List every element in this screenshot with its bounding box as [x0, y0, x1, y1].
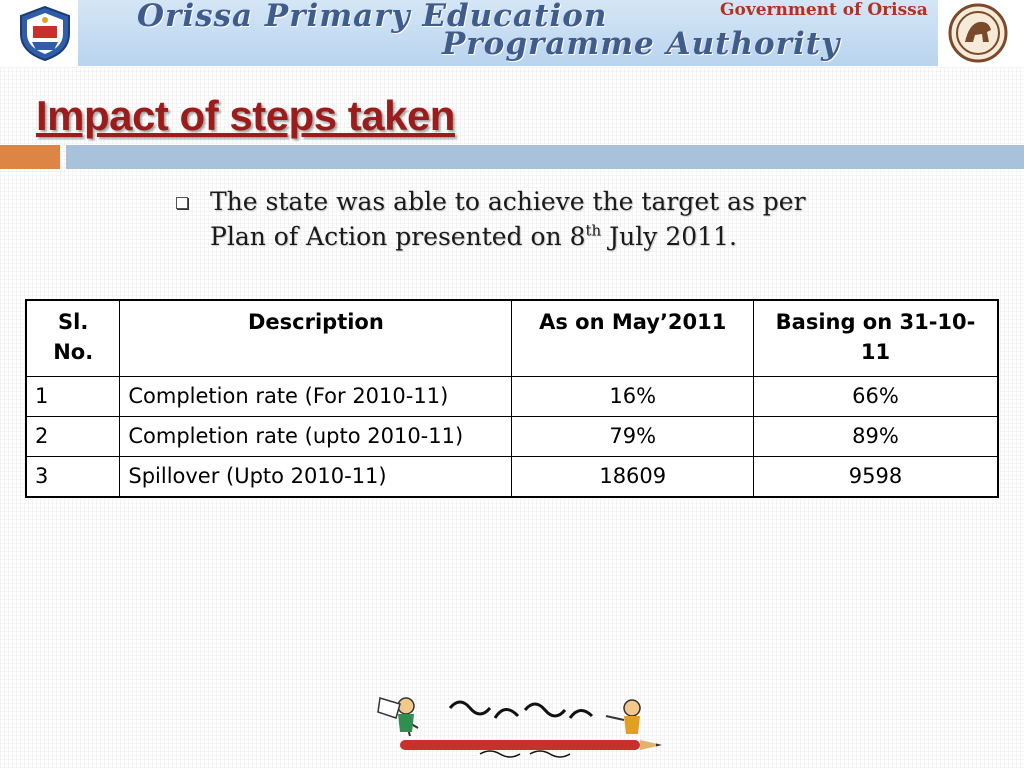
- bullet-text-end: July 2011.: [601, 222, 737, 251]
- table-header-row: [26, 300, 998, 377]
- header-banner: [0, 0, 1024, 66]
- square-bullet-icon: [176, 197, 188, 209]
- cell-sl-no: 2: [26, 417, 120, 457]
- table-row: [26, 377, 998, 417]
- cell-sl-no: 3: [26, 457, 120, 498]
- column-header-may-2011: As on May’2011: [512, 300, 754, 377]
- table-row: [26, 457, 998, 498]
- title-accent-bar-orange: [0, 145, 60, 169]
- column-header-sl-no: Sl. No.: [26, 300, 120, 377]
- data-table: [25, 299, 999, 498]
- column-header-description: Description: [120, 300, 512, 377]
- cell-sl-no: 1: [26, 377, 120, 417]
- bullet-text-superscript: th: [585, 221, 602, 240]
- cell-31-10-11: 89%: [754, 417, 998, 457]
- cell-may-2011: 79%: [512, 417, 754, 457]
- title-accent-bar-blue: [66, 145, 1024, 169]
- org-name-line2: Programme Authority: [442, 26, 841, 62]
- cell-description: Spillover (Upto 2010-11): [120, 457, 512, 498]
- bullet-text-main: The state was able to achieve the target as per Plan of Action presented on 8: [210, 187, 806, 251]
- cell-31-10-11: 9598: [754, 457, 998, 498]
- bullet-text: [210, 184, 850, 254]
- org-name-line1: Orissa Primary Education: [137, 0, 608, 34]
- cell-31-10-11: 66%: [754, 377, 998, 417]
- cell-may-2011: 18609: [512, 457, 754, 498]
- government-seal-icon: [945, 2, 1011, 64]
- table-row: [26, 417, 998, 457]
- cell-may-2011: 16%: [512, 377, 754, 417]
- slide-title: Impact of steps taken: [36, 92, 455, 139]
- cell-description: Completion rate (For 2010-11): [120, 377, 512, 417]
- cell-description: Completion rate (upto 2010-11): [120, 417, 512, 457]
- sarva-shiksha-abhiyan-logo-icon: [370, 688, 670, 766]
- opepa-emblem-icon: [16, 4, 74, 62]
- government-label: Government of Orissa: [720, 0, 928, 20]
- column-header-31-10-11: Basing on 31-10-11: [754, 300, 998, 377]
